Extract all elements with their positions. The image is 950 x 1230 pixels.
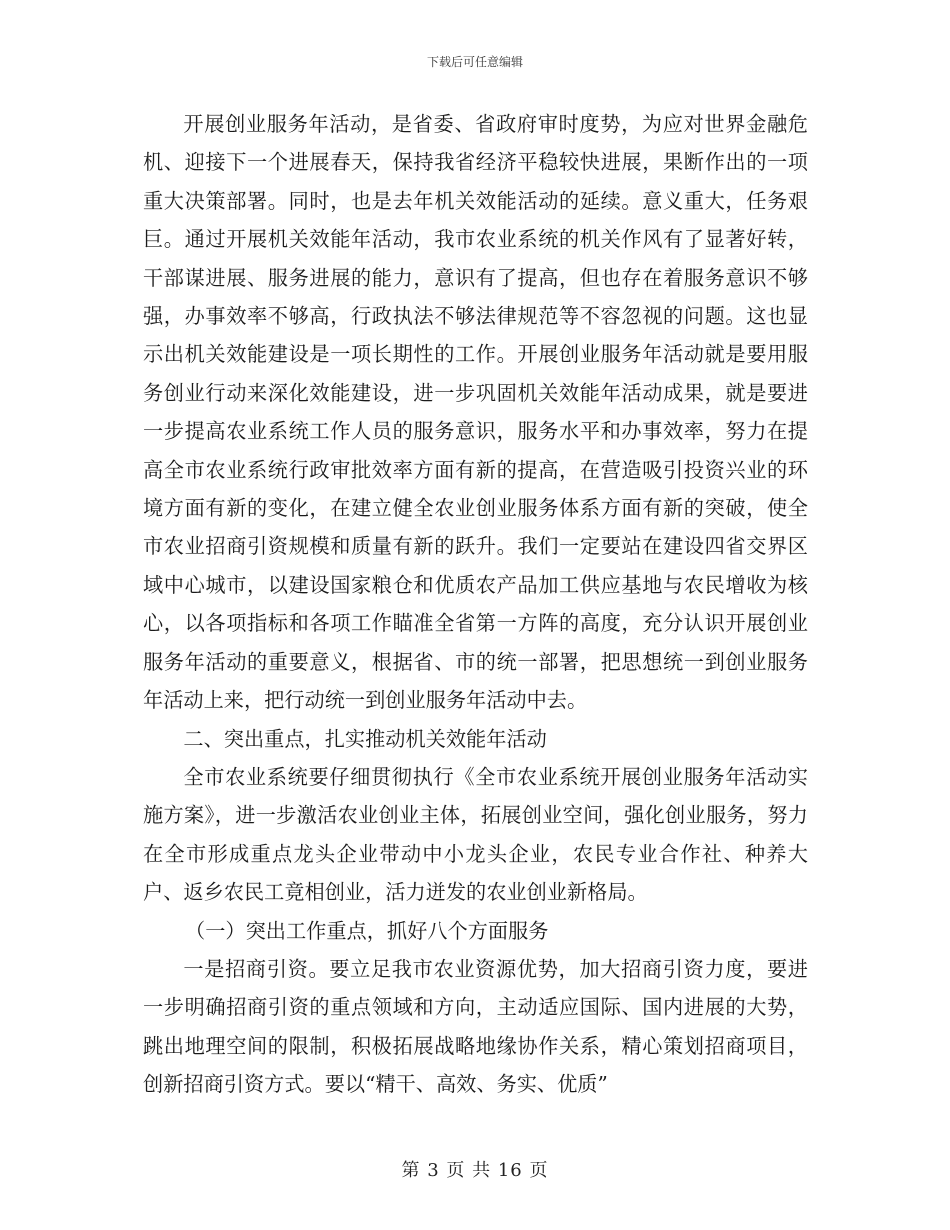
page-header: 下载后可任意编辑 [426, 55, 523, 69]
paragraph-significance: 开展创业服务年活动，是省委、省政府审时度势，为应对世界金融危机、迎接下一个进展春天，保持我省经济平稳较快进展，果断作出的一项重大决策部署。同时，也是去年机关效能活动的延续。意义重大，任务艰巨。通过开展机关效能年活动，我市农业系统的机关作风有了显著好转，干部谋进展、服务进展的能力，意识有了提高，但也存在着服务意识不够强，办事效率不够高，行政执法不够法律规范等不容忽视的问题。这也显示出机关效能建设是一项长期性的工作。开展创业服务年活动就是要用服务创业行动来深化效能建设，进一步巩固机关效能年活动成果，就是要进一步提高农业系统工作人员的服务意识，服务水平和办事效率，努力在提高全市农业系统行政审批效率方面有新的提高，在营造吸引投资兴业的环境方面有新的变化，在建立健全农业创业服务体系方面有新的突破，使全市农业招商引资规模和质量有新的跃升。我们一定要站在建设四省交界区域中心城市，以建设国家粮仓和优质农产品加工供应基地与农民增收为核心，以各项指标和各项工作瞄准全省第一方阵的高度，充分认识开展创业服务年活动的重要意义，根据省、市的统一部署，把思想统一到创业服务年活动上来，把行动统一到创业服务年活动中去。 [143, 112, 808, 713]
section-heading-2: 二、突出重点，扎实推动机关效能年活动 [183, 726, 547, 751]
paragraph-implementation: 全市农业系统要仔细贯彻执行《全市农业系统开展创业服务年活动实施方案》，进一步激活农业创业主体，拓展创业空间，强化创业服务，努力在全市形成重点龙头企业带动中小龙头企业，农民专业合作社、种养大户、返乡农民工竟相创业，活力迸发的农业创业新格局。 [143, 764, 808, 905]
subsection-heading-1: （一）突出工作重点，抓好八个方面服务 [185, 918, 549, 943]
document-body [143, 105, 808, 1104]
paragraph-investment: 一是招商引资。要立足我市农业资源优势，加大招商引资力度，要进一步明确招商引资的重点领域和方向，主动适应国际、国内进展的大势，跳出地理空间的限制，积极拓展战略地缘协作关系，精心策划招商项目，创新招商引资方式。要以“精干、高效、务实、优质” [143, 956, 808, 1097]
page-number-footer: 第 3 页 共 16 页 [401, 1160, 549, 1181]
